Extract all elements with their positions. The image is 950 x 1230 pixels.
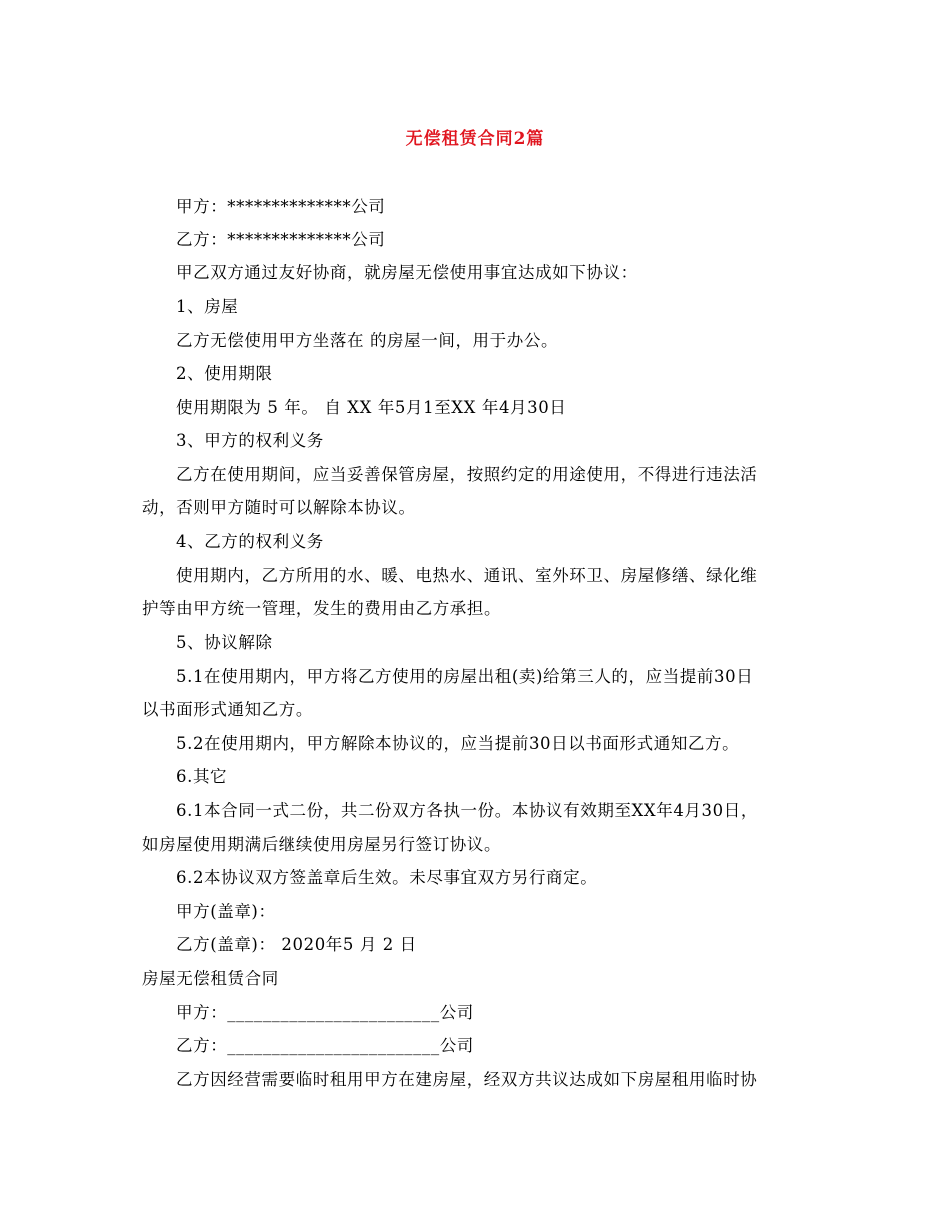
paragraph-line: 5.1在使用期内，甲方将乙方使用的房屋出租(卖)给第三人的，应当提前30日 xyxy=(176,667,754,686)
section-heading-term: 2、使用期限 xyxy=(176,364,273,383)
paragraph-line: 使用期内，乙方所用的水、暖、电热水、通讯、室外环卫、房屋修缮、绿化维 xyxy=(176,566,758,585)
party-a-line: 甲方：**************公司 xyxy=(176,197,386,216)
document-title: 无偿租赁合同2篇 xyxy=(405,129,545,149)
paragraph-line: 动，否则甲方随时可以解除本协议。 xyxy=(142,498,416,517)
signature-party-b-date: 乙方(盖章)： 2020年5 月 2 日 xyxy=(176,935,417,954)
party-b-blank-line: 乙方：________________________公司 xyxy=(176,1036,474,1055)
paragraph-line: 如房屋使用期满后继续使用房屋另行签订协议。 xyxy=(142,835,502,854)
paragraph-line: 乙方因经营需要临时租用甲方在建房屋，经双方共议达成如下房屋租用临时协 xyxy=(176,1070,758,1089)
signature-party-a: 甲方(盖章)： xyxy=(176,902,276,921)
paragraph-line: 乙方无偿使用甲方坐落在 的房屋一间，用于办公。 xyxy=(176,331,559,350)
second-contract-title: 房屋无偿租赁合同 xyxy=(142,969,279,988)
paragraph-line: 以书面形式通知乙方。 xyxy=(142,700,313,719)
paragraph-line: 6.1本合同一式二份，共二份双方各执一份。本协议有效期至XX年4月30日， xyxy=(176,801,758,820)
paragraph-line: 乙方在使用期间，应当妥善保管房屋，按照约定的用途使用，不得进行违法活 xyxy=(176,465,758,484)
paragraph-line: 护等由甲方统一管理，发生的费用由乙方承担。 xyxy=(142,599,502,618)
party-b-line: 乙方：**************公司 xyxy=(176,230,386,249)
party-a-blank-line: 甲方：________________________公司 xyxy=(176,1003,474,1022)
section-heading-party-b-rights: 4、乙方的权利义务 xyxy=(176,532,324,551)
section-heading-termination: 5、协议解除 xyxy=(176,633,273,652)
paragraph-line: 6.2本协议双方签盖章后生效。未尽事宜双方另行商定。 xyxy=(176,868,598,887)
section-heading-party-a-rights: 3、甲方的权利义务 xyxy=(176,431,324,450)
paragraph-line: 使用期限为 5 年。 自 XX 年5月1至XX 年4月30日 xyxy=(176,398,567,417)
paragraph-line: 5.2在使用期内，甲方解除本协议的，应当提前30日以书面形式通知乙方。 xyxy=(176,734,740,753)
preamble-line: 甲乙双方通过友好协商，就房屋无偿使用事宜达成如下协议： xyxy=(176,263,638,282)
section-heading-other: 6.其它 xyxy=(176,767,228,786)
section-heading-house: 1、房屋 xyxy=(176,297,239,316)
